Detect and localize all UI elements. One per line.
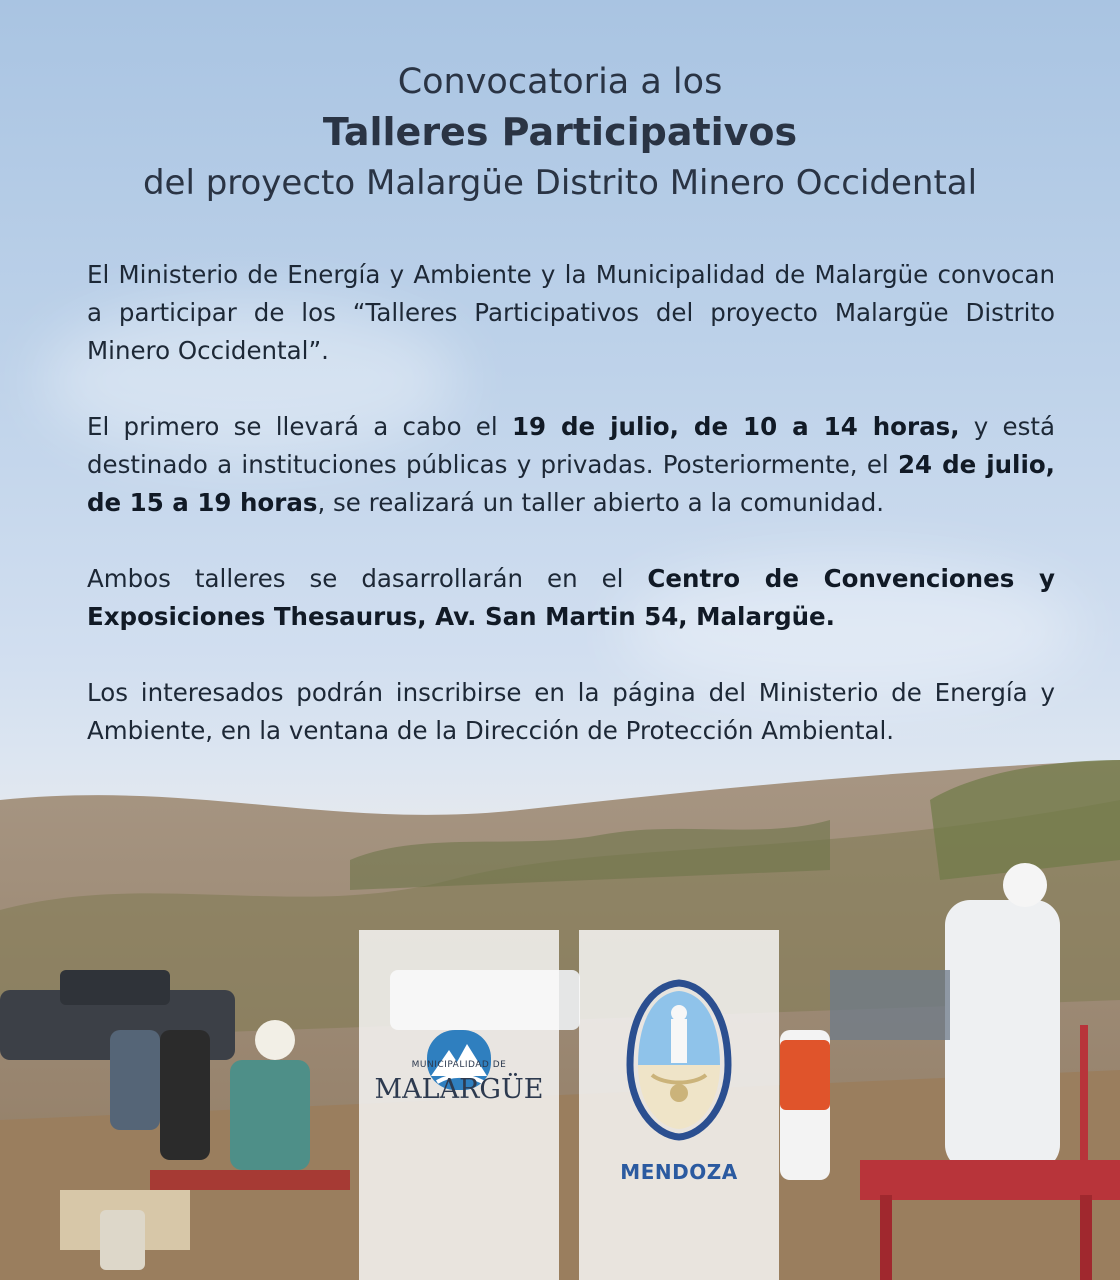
paragraph-venue xyxy=(87,560,1055,636)
mendoza-logo-panel xyxy=(579,930,779,1280)
malargue-logo-panel xyxy=(359,930,559,1280)
second-date: 24 de julio, de 15 a 19 horas xyxy=(87,450,1055,517)
landscape-photo xyxy=(0,740,1120,1280)
malargue-name: MALARGÜE xyxy=(374,1074,544,1105)
paragraph-dates xyxy=(87,408,1055,522)
dates-text: El primero se llevará a cabo el xyxy=(87,412,512,441)
paragraph-intro: El Ministerio de Energía y Ambiente y la Municipalidad de Malargüe convocan a participar de los “Talleres Participativos del proyecto Malargüe Distrito Minero Occidental”. xyxy=(87,260,1055,365)
malargue-municipality-label: MUNICIPALIDAD DE xyxy=(411,1060,507,1070)
venue-text: Ambos talleres se dasarrollarán en el xyxy=(87,564,648,593)
paragraph-registration: Los interesados podrán inscribirse en la página del Ministerio de Energía y Ambiente, en la ventana de la Dirección de Protección Ambiental. xyxy=(87,678,1055,745)
dates-text: y está destinado a instituciones públicas y privadas. Posteriormente, el xyxy=(87,412,1055,479)
first-date: 19 de julio, de 10 a 14 horas, xyxy=(511,412,960,441)
mendoza-name: MENDOZA xyxy=(620,1160,738,1184)
venue-address: Centro de Convenciones y Exposiciones Thesaurus, Av. San Martin 54, Malargüe. xyxy=(87,564,1055,631)
mendoza-shield-icon xyxy=(624,975,734,1145)
title-line-2: Talleres Participativos xyxy=(322,110,798,154)
title-line-3: del proyecto Malargüe Distrito Minero Occidental xyxy=(142,163,978,203)
title-line-1: Convocatoria a los xyxy=(397,62,723,102)
dates-text: , se realizará un taller abierto a la comunidad. xyxy=(317,488,885,517)
